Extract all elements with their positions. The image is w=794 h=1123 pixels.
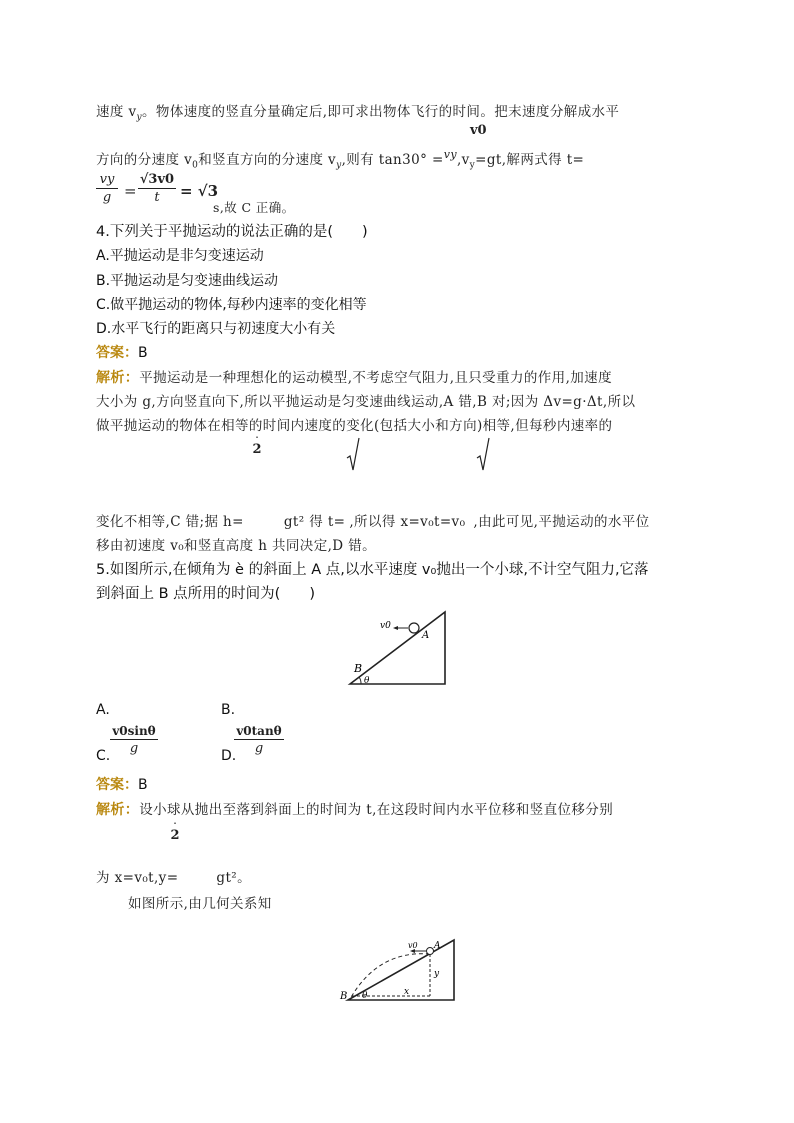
q4-analysis-line2: 大小为 g,方向竖直向下,所以平抛运动是匀变速曲线运动,A 错,B 对;因为 Δv=g·Δt,所以 (96, 394, 636, 410)
q4-analysis-line4: 变化不相等,C 错;据 h= gt² 得 t= ,所以得 x=v₀t=v₀ ,由此可见,平抛运动的水平位 (96, 514, 650, 530)
fig2-x-label: x (404, 987, 410, 997)
q5-half-fraction: · 2 (170, 818, 180, 843)
q5-option-c: C. (96, 748, 111, 764)
q4-analysis-line3: 做平抛运动的物体在相等的时间内速度的变化(包括大小和方向)相等,但每秒内速率的 (96, 418, 613, 434)
q5-option-d-fraction: v0tanθ g (234, 724, 284, 756)
q4-sqrt-sign-1 (345, 436, 361, 472)
q4-option-c: C.做平抛运动的物体,每秒内速率的变化相等 (96, 297, 367, 313)
q4-analysis-line1: 解析：平抛运动是一种理想化的运动模型,不考虑空气阻力,且只受重力的作用,加速度 (96, 370, 612, 386)
q4-answer: 答案：B (96, 345, 148, 361)
q4-option-a: A.平抛运动是非匀变速运动 (96, 248, 264, 264)
fig1-point-b: B (354, 662, 363, 675)
q4-option-b: B.平抛运动是匀变速曲线运动 (96, 273, 279, 289)
fig1-v0-label: v0 (380, 621, 391, 631)
fig1-theta: θ (364, 676, 370, 686)
q5-option-b: B. (221, 702, 236, 718)
fig2-v0-label: v0 (408, 941, 418, 950)
sol3-eq2: = √3 (180, 182, 219, 200)
q5-analysis-line1: 解析：设小球从抛出至落到斜面上的时间为 t,在这段时间内水平位移和竖直位移分别 (96, 802, 614, 818)
q4-sqrt-sign-2 (475, 436, 491, 472)
fig2-theta: θ (362, 991, 368, 1001)
q5-answer: 答案：B (96, 777, 148, 793)
q5-stem-line1: 5.如图所示,在倾角为 è 的斜面上 A 点,以水平速度 v₀抛出一个小球,不计空气阻力,它落 (96, 562, 649, 578)
q5-stem-line2: 到斜面上 B 点所用的时间为( ) (96, 586, 315, 602)
sol3-eq1: = (124, 182, 137, 200)
q4-analysis-line5: 移由初速度 v₀和竖直高度 h 共同决定,D 错。 (96, 538, 377, 554)
q5-option-c-fraction: v0sinθ g (110, 724, 158, 756)
q4-half-fraction: · 2 (252, 432, 262, 457)
fig2-point-b: B (340, 991, 348, 1002)
q5-solution-figure (338, 936, 458, 1006)
q5-analysis-line2: 为 x=v₀t,y= gt²。 (96, 870, 252, 886)
sol3-tail: s,故 C 正确。 (213, 200, 295, 215)
q5-incline-figure (345, 608, 450, 690)
fig2-y-label: y (434, 969, 440, 979)
sol3-frac-root3v0-t: √3v0 t (139, 172, 175, 205)
q4-option-d: D.水平飞行的距离只与初速度大小有关 (96, 321, 336, 337)
q4-stem: 4.下列关于平抛运动的说法正确的是( ) (96, 224, 368, 240)
sol3-frac-vy-g: vy g (96, 172, 118, 205)
sol3-line1: 速度 $v_y$。物体速度的竖直分量确定后,即可求出物体飞行的时间。把末速度分解成水平 (96, 104, 620, 123)
fig2-point-a: A (434, 941, 441, 951)
sol3-line2: 方向的分速度 $v_0$和竖直方向的分速度 $v_y$,则有 $\tan 30^\circ =^{vy},v_y=gt$,解两式得 t= (96, 148, 585, 171)
sol3-fraction-tan: v0 (470, 123, 487, 138)
fig1-point-a: A (422, 630, 430, 641)
q5-option-a: A. (96, 702, 110, 718)
q5-analysis-line3: 如图所示,由几何关系知 (128, 896, 272, 912)
q5-option-d: D. (221, 748, 237, 764)
